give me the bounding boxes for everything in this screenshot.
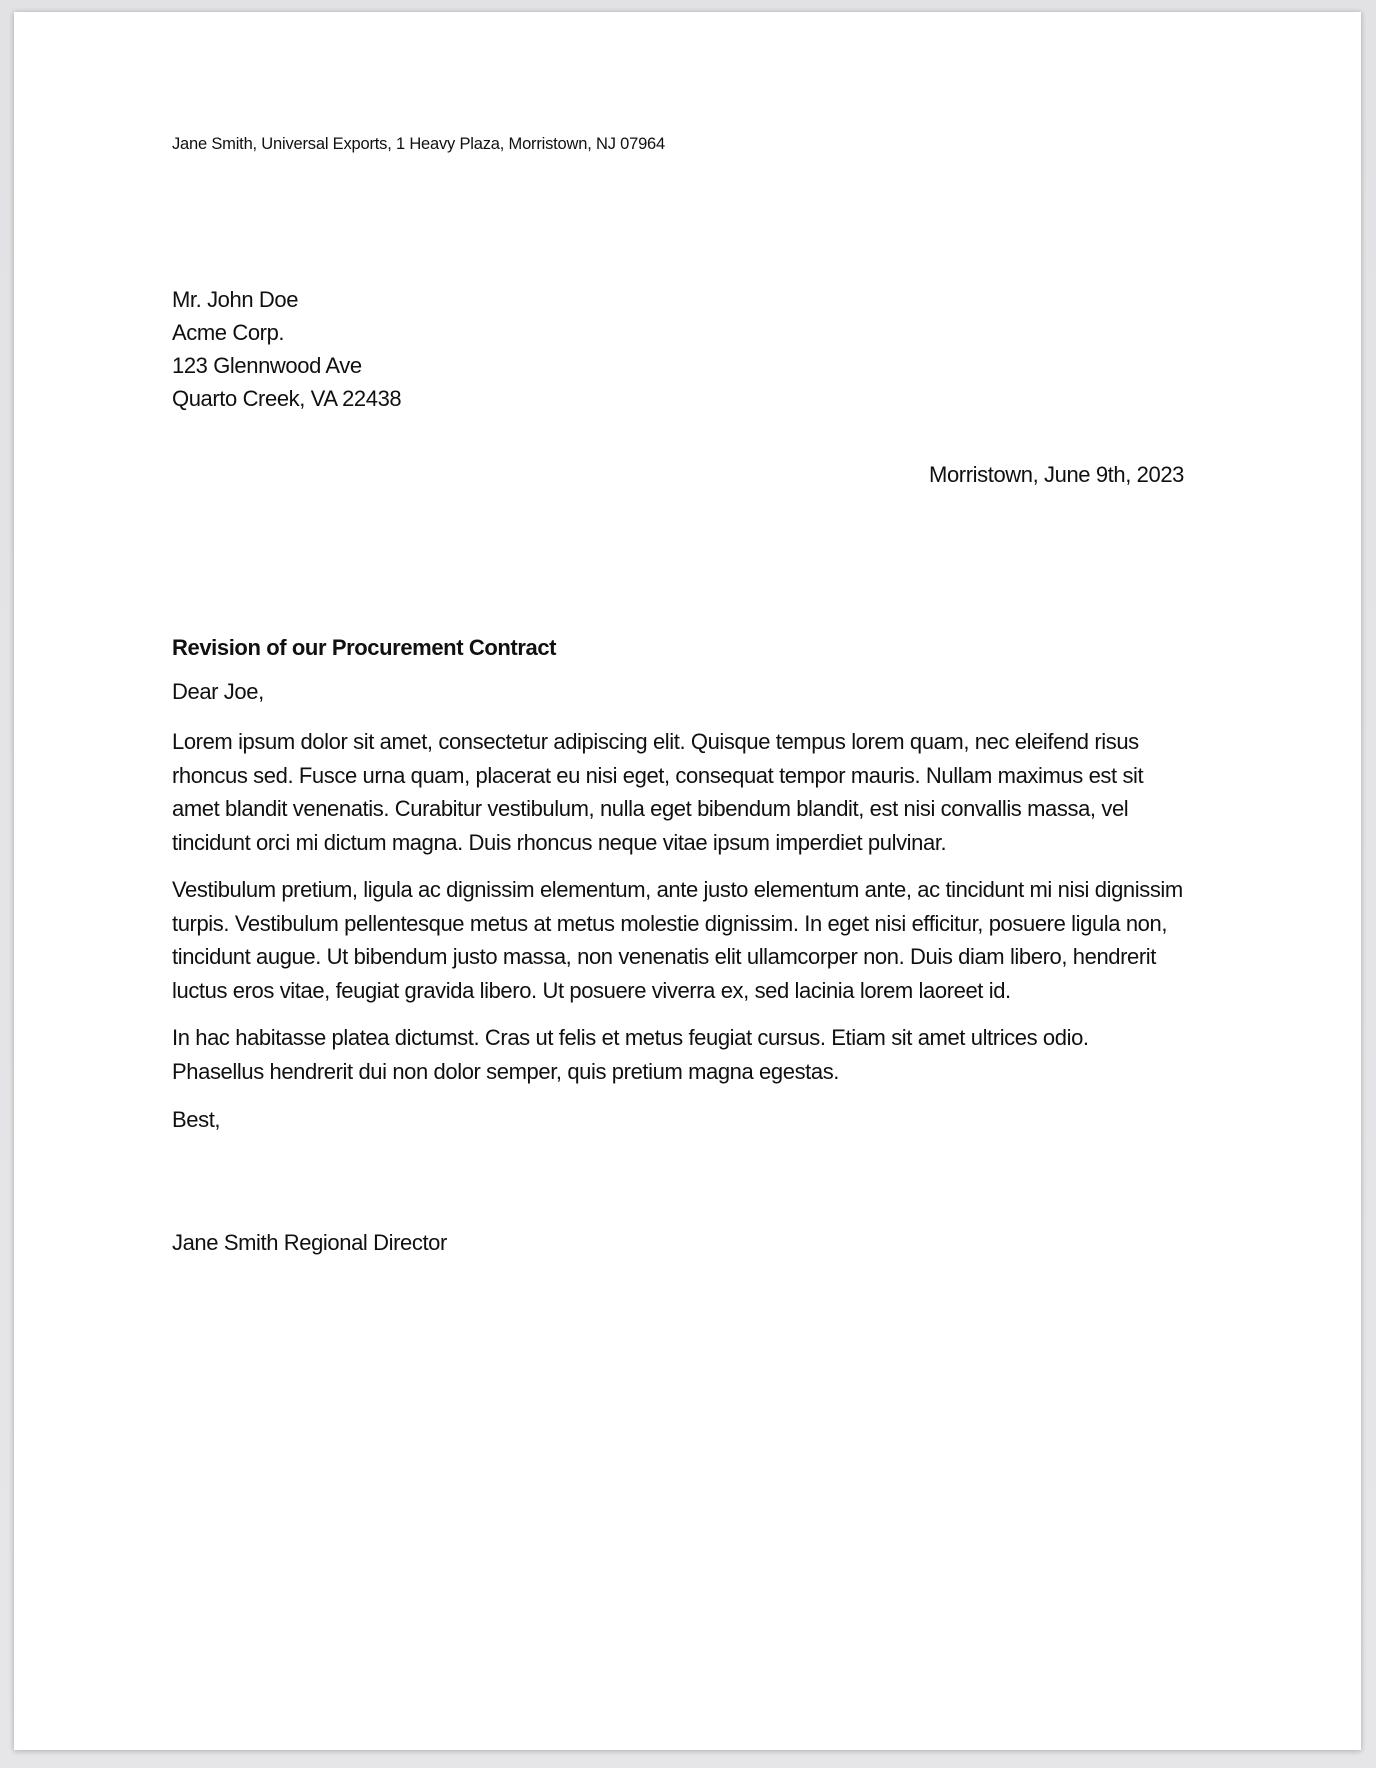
body-paragraph-3: In hac habitasse platea dictumst. Cras ut felis et metus feugiat cursus. Etiam sit amet ultrices odio. Phasellus hendrerit dui non dolor semper, quis pretium magna egestas.	[172, 1025, 1089, 1084]
recipient-street: 123 Glennwood Ave	[172, 353, 362, 378]
salutation: Dear Joe,	[172, 679, 264, 704]
signature-line: Jane Smith Regional Director	[172, 1230, 447, 1255]
body-paragraph-1: Lorem ipsum dolor sit amet, consectetur adipiscing elit. Quisque tempus lorem quam, nec eleifend risus rhoncus sed. Fusce urna quam, placerat eu nisi eget, consequat tempor mauris. Nullam maximus est sit amet blandit venenatis. Curabitur vestibulum, nulla eget bibendum blandit, est nisi convallis massa, vel tincidunt orci mi dictum magna. Duis rhoncus neque vitae ipsum imperdiet pulvinar.	[172, 729, 1144, 855]
closing-line: Best,	[172, 1107, 221, 1132]
recipient-city-state-zip: Quarto Creek, VA 22438	[172, 386, 402, 411]
sender-return-address-line: Jane Smith, Universal Exports, 1 Heavy Plaza, Morristown, NJ 07964	[172, 135, 666, 153]
recipient-address-block	[172, 283, 1184, 415]
subject-line: Revision of our Procurement Contract	[172, 635, 557, 660]
place-and-date-line: Morristown, June 9th, 2023	[929, 462, 1184, 487]
letter-page	[14, 12, 1361, 1750]
recipient-company: Acme Corp.	[172, 320, 285, 345]
body-paragraph-2: Vestibulum pretium, ligula ac dignissim elementum, ante justo elementum ante, ac tincidunt mi nisi dignissim turpis. Vestibulum pellentesque metus at metus molestie dignissim. In eget nisi efficitur, posuere ligula non, tincidunt augue. Ut bibendum justo massa, non venenatis elit ullamcorper non. Duis diam libero, hendrerit luctus eros vitae, feugiat gravida libero. Ut posuere viverra ex, sed lacinia lorem laoreet id.	[172, 877, 1183, 1003]
recipient-name: Mr. John Doe	[172, 287, 299, 312]
